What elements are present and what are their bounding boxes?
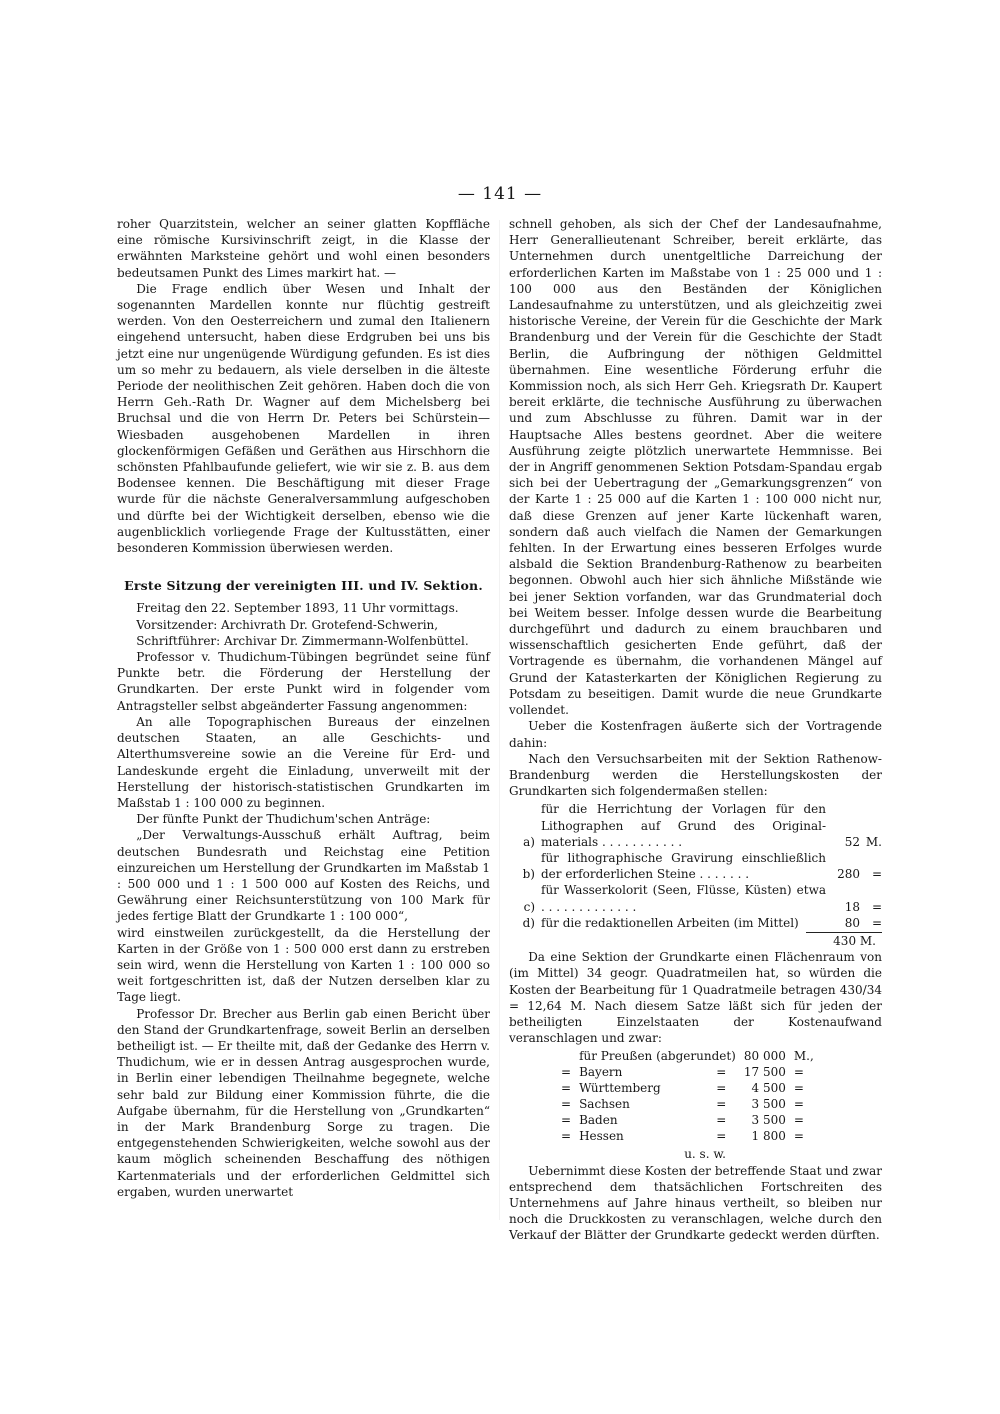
- region-name: Baden: [579, 1113, 618, 1128]
- cost-item: [509, 801, 882, 850]
- secretary-line: Schriftführer: Archivar Dr. Zimmermann-Wolfenbüttel.: [136, 633, 469, 648]
- paragraph: Da eine Sektion der Grundkarte einen Flächenraum von (im Mittel) 34 geogr. Quadratmeilen hat, so würden die Kosten der Bearbeitung für 1 Quadratmeile betragen 430/34 = 12,64 M. Nach diesem Satze läßt sich für jeden der betheiligten Einzelstaaten der Kostenaufwand veranschlagen und zwar:: [509, 950, 882, 1046]
- cost-value: 18: [844, 899, 860, 914]
- region-unit: =: [793, 1113, 804, 1128]
- cost-text: für die redaktionellen Arbeiten (im Mittel): [541, 915, 799, 930]
- cost-unit: =: [871, 915, 882, 930]
- cost-value: 80: [844, 915, 860, 930]
- table-row: [557, 1080, 818, 1096]
- paragraph: Der fünfte Punkt der Thudichum'schen Anträge:: [136, 812, 431, 827]
- region-value: 1 800: [751, 1129, 786, 1144]
- region-name: Bayern: [579, 1065, 623, 1080]
- region-prefix: =: [561, 1097, 572, 1112]
- cost-text: für Wasserkolorit (Seen, Flüsse, Küsten) etwa . . . . . . . . . . . . .: [541, 883, 826, 914]
- cost-item: [509, 915, 882, 931]
- region-ditto: =: [716, 1129, 727, 1144]
- paragraph: Professor v. Thudichum-Tübingen begründet seine fünf Punkte betr. die Förderung der Herstellung der Grundkarten. Der erste Punkt wird in folgender vom Antragsteller selbst abgeänderter Fassung angenommen:: [117, 650, 490, 713]
- page-number: — 141 —: [457, 184, 543, 204]
- quoted-motion: „Der Verwaltungs-Ausschuß erhält Auftrag, beim deutschen Bundesrath und Reichstag eine Petition einzureichen um Herstellung der Grundkarten im Maßstab 1 : 500 000 und 1 : 1 500 000 auf Kosten des Reichs, und Gewährung einer Reichsunterstützung von 100 Mark für jedes fertige Blatt der Grundkarte 1 : 100 000“,: [117, 828, 490, 924]
- region-ditto: =: [716, 1081, 727, 1096]
- cost-text: für lithographische Gravirung einschließlich der erforderlichen Steine . . . . . . .: [541, 850, 826, 882]
- region-ditto: =: [716, 1097, 727, 1112]
- region-unit: =: [793, 1065, 804, 1080]
- region-prefix: =: [561, 1081, 572, 1096]
- region-unit: =: [793, 1097, 804, 1112]
- region-value: 80 000: [743, 1049, 786, 1064]
- section-heading: Erste Sitzung der vereinigten III. und IV. Sektion.: [124, 578, 483, 594]
- cost-letter: c): [523, 899, 535, 914]
- paragraph: schnell gehoben, als sich der Chef der Landesaufnahme, Herr Generallieutenant Schreiber, bereit erklärte, das Unternehmen durch unentgeltliche Darreichung der erforderlichen Karten im Maßstabe von 1 : 25 000 und 1 : 100 000 aus den Beständen der Königlichen Landesaufnahme zu unterstützen, und als gleichzeitig zwei historische Vereine, der Verein für die Geschichte der Mark Brandenburg und der Verein für die Geschichte der Stadt Berlin, die Aufbringung der nöthigen Geldmittel übernahmen. Eine wesentliche Förderung erfuhr die Kommission noch, als sich Herr Geh. Kriegsrath Dr. Kaupert bereit erklärte, die technische Ausführung zu überwachen und zum Abschlusse zu führen. Damit war in der Hauptsache Alles bestens geordnet. Aber die weitere Ausführung zeigte plötzlich unerwartete Hemmnisse. Bei der in Angriff genommenen Sektion Potsdam-Spandau ergab sich bei der Uebertragung der „Gemarkungsgrenzen“ von der Karte 1 : 25 000 auf die Karten 1 : 100 000 nicht nur, daß diese Grenzen auf jener Karte lückenhaft waren, sondern daß auch vielfach die Namen der Gemarkungen fehlten. In der Erwartung eines besseren Erfolges wurde alsbald die Sektion Brandenburg-Rathenow zu bearbeiten begonnen. Obwohl auch hier sich ähnliche Mißstände wie bei jener Sektion vorfanden, war das Grundmaterial doch bei Weitem besser. Infolge dessen wurde die Bearbeitung durchgeführt und dadurch zu einem brauchbaren und wissenschaftlich gesicherten Ende geführt, daß der Vortragende es übernahm, die vorhandenen Mängel auf Grund der Katasterkarten der Königlichen Regierung zu Potsdam zu beseitigen. Damit wurde die neue Grundkarte vollendet.: [509, 217, 882, 718]
- table-row: [557, 1096, 818, 1112]
- region-prefix: =: [561, 1113, 572, 1128]
- paragraph: Nach den Versuchsarbeiten mit der Sektion Rathenow-Brandenburg werden die Herstellungskosten der Grundkarten sich folgendermaßen stellen:: [509, 751, 882, 799]
- region-name: für Preußen (abgerundet): [579, 1049, 736, 1064]
- cost-letter: a): [523, 834, 535, 849]
- region-ditto: =: [716, 1113, 727, 1128]
- right-column: [509, 216, 882, 1244]
- region-unit: =: [793, 1081, 804, 1096]
- cost-value: 52: [844, 834, 860, 849]
- region-value: 4 500: [751, 1081, 786, 1096]
- region-unit: M.,: [793, 1049, 814, 1064]
- paragraph: roher Quarzitstein, welcher an seiner glatten Kopffläche eine römische Kursivinschrift zeigt, in die Klasse der erwähnten Marksteine gehört und wohl einen besonders bedeutsamen Punkt des Limes markirt hat. —: [117, 217, 490, 280]
- paragraph: Uebernimmt diese Kosten der betreffende Staat und zwar entsprechend dem thatsächlichen Fortschreiten des Unternehmens auf Jahre hinaus vertheilt, so bleiben nur noch die Druckkosten zu veranschlagen, welche durch den Verkauf der Blätter der Grundkarte gedeckt werden dürften.: [509, 1163, 882, 1243]
- region-unit: =: [793, 1129, 804, 1144]
- cost-letter: b): [522, 867, 535, 882]
- chair-line: Vorsitzender: Archivrath Dr. Grotefend-Schwerin,: [136, 617, 439, 632]
- cost-text: für die Herrichtung der Vorlagen für den Lithographen auf Grund des Original-materials . . . . . . . . . . .: [541, 802, 826, 849]
- region-prefix: [557, 1048, 575, 1064]
- cost-item: [509, 882, 882, 914]
- cost-list: [509, 801, 882, 949]
- region-name: Hessen: [579, 1129, 624, 1144]
- region-name: Württemberg: [579, 1081, 661, 1096]
- table-row: [557, 1128, 818, 1144]
- column-divider: [499, 220, 500, 1220]
- region-name: Sachsen: [579, 1097, 630, 1112]
- cost-unit: =: [871, 867, 882, 882]
- region-value: 3 500: [751, 1097, 786, 1112]
- region-ditto: =: [716, 1065, 727, 1080]
- region-prefix: =: [561, 1129, 572, 1144]
- regional-cost-table: [557, 1048, 818, 1144]
- paragraph: Professor Dr. Brecher aus Berlin gab einen Bericht über den Stand der Grundkartenfrage, soweit Berlin an derselben betheiligt ist. — Er theilte mit, daß der Gedanke des Herrn v. Thudichum, wie er in dessen Antrag ausgesprochen wurde, in Berlin einer lebendigen Theilnahme begegnete, welche sehr bald zur Bildung einer Kommission führte, die die Aufgabe übernahm, für die Herstellung von „Grundkarten“ in der Mark Brandenburg Sorge zu tragen. Die entgegenstehenden Schwierigkeiten, welche sowohl aus der kaum möglich scheinenden Beschaffung des nöthigen Kartenmaterials und der erforderlichen Geldmittel sich ergaben, wurden unerwartet: [117, 1006, 490, 1199]
- region-value: 17 500: [743, 1065, 786, 1080]
- table-row: [557, 1064, 818, 1080]
- table-row: [557, 1112, 818, 1128]
- etcetera: u. s. w.: [684, 1147, 726, 1162]
- region-value: 3 500: [751, 1113, 786, 1128]
- cost-unit: =: [871, 899, 882, 914]
- left-column: [117, 216, 490, 1200]
- paragraph: An alle Topographischen Bureaus der einzelnen deutschen Staaten, an alle Geschichts- und Alterthumsvereine sowie an die Vereine für Erd- und Landeskunde ergeht die Einladung, unverweilt mit der Herstellung der historisch-statistischen Grundkarten im Maßstab 1 : 100 000 zu beginnen.: [117, 714, 490, 810]
- meeting-date: Freitag den 22. September 1893, 11 Uhr vormittags.: [136, 601, 459, 616]
- paragraph: Die Frage endlich über Wesen und Inhalt der sogenannten Mardellen konnte nur flüchtig gestreift werden. Von den Oesterreichern und zumal den Italienern eingehend untersucht, haben diese Erdgruben bei uns bis jetzt eine nur ungenügende Würdigung gefunden. Es ist dies um so mehr zu bedauern, als viele derselben in die älteste Periode der neolithischen Zeit gehören. Haben doch die von Herrn Geh.-Rath Dr. Wagner auf dem Michelsberg bei Bruchsal und die von Herrn Dr. Peters bei Schürstein—Wiesbaden ausgehobenen Mardellen in ihren glockenförmigen Gefäßen und Geräthen aus Hirschhorn die schönsten Pfahlbaufunde geliefert, wie wir sie z. B. aus dem Bodensee kennen. Die Beschäftigung mit dieser Frage wurde für die nächste Generalversammlung aufgeschoben und dürfte bei der Wichtigkeit derselben, ebenso wie die augenblicklich vorliegende Frage der Kultusstätten, einer besonderen Kommission überwiesen werden.: [117, 281, 490, 556]
- cost-letter: d): [522, 915, 535, 930]
- cost-value: 280: [837, 867, 860, 882]
- cost-item: [509, 850, 882, 882]
- paragraph: wird einstweilen zurückgestellt, da die Herstellung der Karten in der Größe von 1 : 500 000 erst dann zu erstreben sein wird, wenn die Herstellung von Karten 1 : 100 000 so weit fortgeschritten ist, daß der Nutzen derselben klar zu Tage liegt.: [117, 925, 490, 1005]
- cost-total: 430 M.: [806, 932, 882, 949]
- table-row: [557, 1048, 818, 1064]
- region-prefix: =: [561, 1065, 572, 1080]
- paragraph: Ueber die Kostenfragen äußerte sich der Vortragende dahin:: [509, 719, 882, 750]
- cost-unit: M.: [865, 834, 882, 849]
- cost-total-row: [509, 932, 882, 949]
